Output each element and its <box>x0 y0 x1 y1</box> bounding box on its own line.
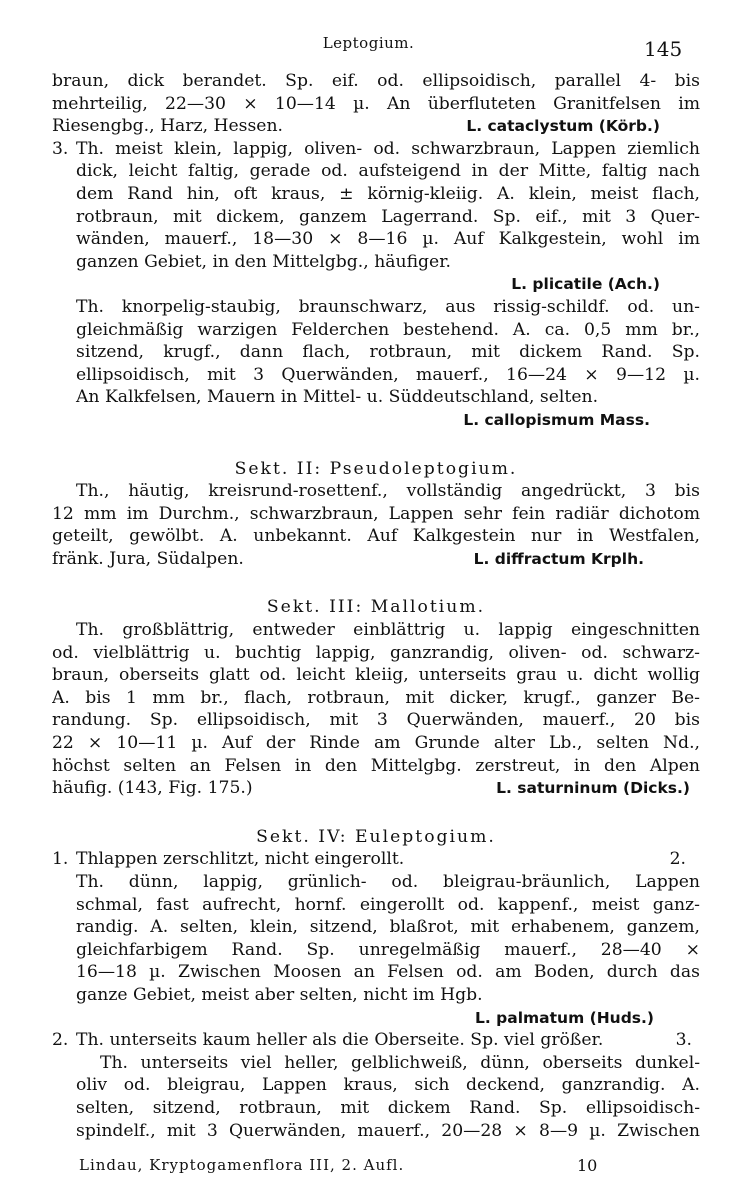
text-line: Th. unterseits viel heller, gelblichweiß, dünn, oberseits dunkel- <box>100 1052 700 1073</box>
text-line: randig. A. selten, klein, sitzend, blaßrot, mit erhabenem, ganzem, <box>76 917 700 938</box>
text-line: Thlappen zerschlitzt, nicht eingerollt. <box>76 849 405 870</box>
text-line: spindelf., mit 3 Querwänden, mauerf., 20—28 × 8—9 µ. Zwischen <box>76 1120 700 1141</box>
footer-sheet-number: 10 <box>577 1156 598 1175</box>
species-name: L. plicatile (Ach.) <box>511 275 660 294</box>
species-line <box>52 115 700 138</box>
key-item-2 <box>52 1029 700 1052</box>
text-line: mehrteilig, 22—30 × 10—14 µ. An überfluteten Granitfelsen im <box>52 93 700 114</box>
section-heading: Sekt. II: Pseudoleptogium. <box>234 458 518 479</box>
text-line: od. vielblättrig u. buchtig lappig, ganzrandig, oliven- od. schwarz- <box>52 642 700 663</box>
text-line: Th. meist klein, lappig, oliven- od. schwarzbraun, Lappen ziemlich <box>76 138 700 159</box>
text-line: häufig. (143, Fig. 175.) <box>52 778 253 799</box>
key-item-1 <box>52 848 700 871</box>
text-line: ganze Gebiet, meist aber selten, nicht im Hgb. <box>76 984 483 1005</box>
text-line: wänden, mauerf., 18—30 × 8—16 µ. Auf Kalkgestein, wohl im <box>76 229 700 250</box>
species-name: L. callopismum Mass. <box>463 410 650 429</box>
text-line: sitzend, krugf., dann flach, rotbraun, mit dickem Rand. Sp. <box>76 342 700 363</box>
text-line: ellipsoidisch, mit 3 Querwänden, mauerf., 16—24 × 9—12 µ. <box>76 364 700 385</box>
text-line: fränk. Jura, Südalpen. <box>52 548 244 569</box>
text-line: braun, oberseits glatt od. leicht kleiig, unterseits grau u. dicht wollig <box>52 665 700 686</box>
text-line: dick, leicht faltig, gerade od. aufsteigend in der Mitte, faltig nach <box>76 161 700 182</box>
text-line: schmal, fast aufrecht, hornf. eingerollt od. kappenf., meist ganz- <box>76 894 700 915</box>
key-number: 3. <box>52 138 69 159</box>
text-line: gleichmäßig warzigen Felderchen bestehend. A. ca. 0,5 mm br., <box>76 319 700 340</box>
text-line: A. bis 1 mm br., flach, rotbraun, mit dicker, krugf., ganzer Be- <box>52 687 700 708</box>
key-number: 1. <box>52 849 69 870</box>
text-line: selten, sitzend, rotbraun, mit dickem Rand. Sp. ellipsoidisch- <box>76 1097 700 1118</box>
footer-signature-line: Lindau, Kryptogamenflora III, 2. Aufl. <box>79 1156 405 1174</box>
text-line: Th. dünn, lappig, grünlich- od. bleigrau-bräunlich, Lappen <box>76 872 700 892</box>
text-line: braun, dick berandet. Sp. eif. od. ellipsoidisch, parallel 4- bis <box>52 71 700 91</box>
species-line <box>52 777 700 800</box>
text-line: Th. großblättrig, entweder einblättrig u. lappig eingeschnitten <box>76 620 700 641</box>
section-heading: Sekt. III: Mallotium. <box>266 597 486 618</box>
key-lead: 3. <box>675 1030 692 1051</box>
page-number: 145 <box>644 37 683 61</box>
text-line: 12 mm im Durchm., schwarzbraun, Lappen sehr fein radiär dichotom <box>52 503 700 524</box>
species-name: L. palmatum (Huds.) <box>474 1008 654 1027</box>
species-name: L. diffractum Krplh. <box>473 549 644 568</box>
text-line: oliv od. bleigrau, Lappen kraus, sich deckend, ganzrandig. A. <box>76 1075 700 1096</box>
text-line: Th. unterseits kaum heller als die Oberseite. Sp. viel größer. <box>76 1030 604 1051</box>
key-lead: 2. <box>669 849 686 870</box>
text-line: geteilt, gewölbt. A. unbekannt. Auf Kalkgestein nur in Westfalen, <box>52 526 700 547</box>
text-line: Th. knorpelig-staubig, braunschwarz, aus rissig-schildf. od. un- <box>76 296 700 317</box>
section-heading: Sekt. IV: Euleptogium. <box>256 826 496 847</box>
text-line: höchst selten an Felsen in den Mittelgbg. zerstreut, in den Alpen <box>52 755 700 776</box>
text-line: 16—18 µ. Zwischen Moosen an Felsen od. am Boden, durch das <box>76 962 700 983</box>
text-line: randung. Sp. ellipsoidisch, mit 3 Querwänden, mauerf., 20 bis <box>52 710 700 731</box>
species-name: L. cataclystum (Körb.) <box>466 117 660 136</box>
text-line: dem Rand hin, oft kraus, ± körnig-kleiig. A. klein, meist flach, <box>76 183 700 204</box>
text-line: rotbraun, mit dickem, ganzem Lagerrand. Sp. eif., mit 3 Quer- <box>76 206 700 227</box>
text-line: Riesengbg., Harz, Hessen. <box>52 116 284 137</box>
species-name: L. saturninum (Dicks.) <box>496 779 690 798</box>
species-line <box>52 548 700 571</box>
text-body <box>52 70 700 1142</box>
text-line: Th., häutig, kreisrund-rosettenf., vollständig angedrückt, 3 bis <box>76 481 700 502</box>
key-item-3 <box>52 138 700 161</box>
key-number: 2. <box>52 1030 69 1051</box>
running-head: Leptogium. <box>322 34 415 52</box>
text-line: An Kalkfelsen, Mauern in Mittel- u. Süddeutschland, selten. <box>76 387 599 408</box>
text-line: gleichfarbigem Rand. Sp. unregelmäßig mauerf., 28—40 × <box>76 939 700 960</box>
text-line: 22 × 10—11 µ. Auf der Rinde am Grunde alter Lb., selten Nd., <box>52 733 700 754</box>
text-line: ganzen Gebiet, in den Mittelgbg., häufiger. <box>76 251 452 272</box>
